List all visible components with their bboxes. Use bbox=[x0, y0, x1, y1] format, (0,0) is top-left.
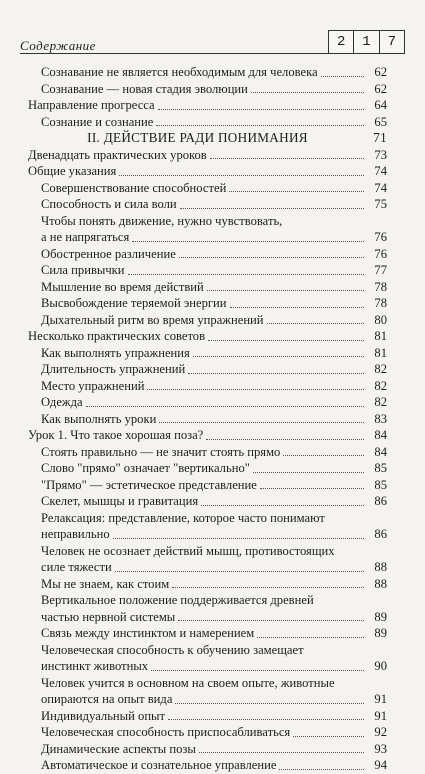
toc-entry-line bbox=[28, 295, 387, 312]
toc-entry-line bbox=[28, 97, 387, 114]
toc-entry bbox=[28, 378, 387, 395]
toc-entry-line bbox=[28, 229, 387, 246]
dot-leader bbox=[188, 373, 364, 374]
toc-entry bbox=[28, 675, 387, 708]
toc-entry-title: Дыхательный ритм во время упражнений bbox=[41, 312, 264, 327]
toc-entry-line bbox=[28, 411, 387, 428]
toc-entry-title: Мы не знаем, как стоим bbox=[41, 576, 170, 591]
toc-page-number: 76 bbox=[374, 246, 387, 261]
dot-leader bbox=[230, 307, 364, 308]
toc-entry-title: Связь между инстинктом и намерением bbox=[41, 626, 255, 640]
toc-entry-title: Сознание и сознание bbox=[41, 114, 154, 129]
toc-entry-line bbox=[28, 691, 387, 708]
toc-entry-title: Автоматическое и сознательное управление bbox=[41, 758, 277, 772]
toc-entry-line bbox=[28, 625, 387, 642]
toc-entry bbox=[28, 543, 387, 576]
toc-entry-line bbox=[28, 477, 387, 494]
toc-page-number: 81 bbox=[374, 329, 387, 343]
toc-page-number: 73 bbox=[374, 147, 387, 162]
toc-entry-line bbox=[28, 559, 387, 576]
toc-entry-line bbox=[28, 81, 387, 98]
dot-leader bbox=[168, 719, 364, 720]
toc-page-number: 62 bbox=[374, 81, 387, 96]
running-header-title: Содержание bbox=[20, 38, 96, 53]
toc-entry-line bbox=[28, 658, 387, 675]
toc-entry bbox=[28, 64, 387, 81]
page-number-box bbox=[329, 30, 405, 54]
dot-leader bbox=[128, 274, 364, 275]
toc-page-number: 82 bbox=[374, 362, 387, 376]
toc-entry-title-continued: частью нервной системы bbox=[41, 609, 176, 624]
toc-entry bbox=[28, 361, 387, 378]
toc-entry-title: Чтобы понять движение, нужно чувствовать, bbox=[41, 213, 283, 228]
page-digit: 1 bbox=[353, 30, 379, 54]
toc-page-number: 91 bbox=[374, 692, 387, 706]
dot-leader bbox=[210, 158, 364, 159]
toc-entry-line bbox=[28, 279, 387, 296]
toc-entry-title-continued: неправильно bbox=[41, 527, 110, 541]
toc-entry-line bbox=[28, 262, 387, 279]
toc-entry bbox=[28, 592, 387, 625]
dot-leader bbox=[115, 571, 364, 572]
toc-entry bbox=[28, 312, 387, 329]
toc-page-number: 86 bbox=[374, 494, 387, 508]
toc-entry-title-continued: силе тяжести bbox=[41, 560, 112, 574]
toc-entry-line bbox=[28, 510, 387, 527]
toc-entry-line bbox=[28, 592, 387, 609]
dot-leader bbox=[178, 620, 364, 621]
dot-leader bbox=[132, 241, 364, 242]
toc-entry-line bbox=[28, 246, 387, 263]
toc-entry-title: Высвобождение теряемой энергии bbox=[41, 296, 227, 310]
toc-entry bbox=[28, 625, 387, 642]
toc-page-number: 71 bbox=[373, 130, 387, 145]
dot-leader bbox=[206, 439, 364, 440]
toc-page-number: 74 bbox=[374, 180, 387, 195]
toc-entry bbox=[28, 345, 387, 362]
toc-entry-line bbox=[28, 312, 387, 329]
toc-entry-line bbox=[28, 444, 387, 461]
toc-entry bbox=[28, 147, 387, 164]
toc-entry-title: Человек не осознает действий мышц, противостоящих bbox=[41, 543, 335, 558]
dot-leader bbox=[172, 587, 364, 588]
dot-leader bbox=[158, 109, 364, 110]
toc-entry-line bbox=[28, 576, 387, 593]
dot-leader bbox=[147, 389, 364, 390]
dot-leader bbox=[179, 257, 364, 258]
toc-entry-line bbox=[28, 361, 387, 378]
dot-leader bbox=[251, 92, 364, 93]
toc-entry-title-continued: инстинкт животных bbox=[41, 659, 149, 673]
toc-entry bbox=[28, 180, 387, 197]
toc-entry-title: Двенадцать практических уроков bbox=[28, 147, 207, 162]
toc-entry-line bbox=[28, 741, 387, 758]
toc-entry-title: Мышление во время действий bbox=[41, 279, 204, 294]
toc-entry-title: Индивидуальный опыт bbox=[41, 708, 166, 723]
dot-leader bbox=[151, 670, 364, 671]
toc-page-number: 93 bbox=[374, 741, 387, 756]
toc-entry-line bbox=[28, 180, 387, 197]
toc-entry-title: Релаксация: представление, которое часто понимают bbox=[41, 510, 325, 525]
toc-entry-line bbox=[28, 526, 387, 543]
table-of-contents bbox=[28, 64, 387, 774]
toc-entry bbox=[28, 477, 387, 494]
toc-entry-title: Стоять правильно — не значит стоять прямо bbox=[41, 444, 281, 459]
toc-entry bbox=[28, 196, 387, 213]
header-rule bbox=[20, 53, 361, 54]
toc-page-number: 88 bbox=[374, 576, 387, 591]
dot-leader bbox=[86, 406, 364, 407]
dot-leader bbox=[201, 505, 364, 506]
toc-entry bbox=[28, 262, 387, 279]
toc-entry-line bbox=[28, 675, 387, 692]
toc-entry-title-continued: опираются на опыт вида bbox=[41, 692, 173, 706]
toc-entry-line bbox=[28, 394, 387, 411]
toc-entry-title: Как выполнять уроки bbox=[41, 411, 157, 426]
toc-entry-line bbox=[28, 708, 387, 725]
toc-entry bbox=[28, 724, 387, 741]
dot-leader bbox=[113, 538, 364, 539]
running-header bbox=[20, 30, 405, 56]
toc-entry-line bbox=[28, 427, 387, 444]
toc-entry bbox=[28, 394, 387, 411]
toc-page-number: 81 bbox=[374, 345, 387, 360]
toc-entry bbox=[28, 576, 387, 593]
toc-entry bbox=[28, 757, 387, 774]
toc-entry bbox=[28, 97, 387, 114]
dot-leader bbox=[279, 769, 364, 770]
dot-leader bbox=[156, 125, 364, 126]
toc-entry bbox=[28, 427, 387, 444]
toc-page-number: 89 bbox=[374, 609, 387, 624]
toc-entry-title: Одежда bbox=[41, 395, 83, 409]
toc-page-number: 92 bbox=[374, 725, 387, 739]
dot-leader bbox=[321, 76, 364, 77]
toc-entry bbox=[28, 114, 387, 131]
toc-entry-title: Как выполнять упражнения bbox=[41, 345, 190, 360]
toc-entry bbox=[28, 642, 387, 675]
dot-leader bbox=[260, 488, 364, 489]
toc-page-number: 83 bbox=[374, 411, 387, 426]
toc-entry-title: Несколько практических советов bbox=[28, 329, 206, 343]
toc-entry-title: Сила привычки bbox=[41, 263, 125, 277]
toc-entry bbox=[28, 279, 387, 296]
toc-entry-title-continued: а не напрягаться bbox=[41, 230, 130, 244]
toc-page-number: 85 bbox=[374, 461, 387, 475]
toc-entry bbox=[28, 493, 387, 510]
toc-page-number: 78 bbox=[374, 279, 387, 294]
dot-leader bbox=[229, 191, 364, 192]
toc-entry-line bbox=[28, 328, 387, 345]
toc-entry-title: Направление прогресса bbox=[28, 98, 155, 112]
dot-leader bbox=[175, 703, 364, 704]
dot-leader bbox=[119, 175, 364, 176]
toc-entry bbox=[28, 460, 387, 477]
toc-entry-line bbox=[28, 345, 387, 362]
toc-page-number: 94 bbox=[374, 758, 387, 772]
toc-page-number: 75 bbox=[374, 197, 387, 211]
toc-entry-title: Вертикальное положение поддерживается древней bbox=[41, 593, 314, 607]
toc-entry-line bbox=[28, 163, 387, 180]
toc-entry-title: Длительность упражнений bbox=[41, 362, 186, 376]
toc-page-number: 74 bbox=[374, 164, 387, 178]
toc-entry-title: Совершенствование способностей bbox=[41, 180, 227, 195]
toc-entry-line bbox=[28, 213, 387, 230]
toc-entry-line bbox=[28, 64, 387, 81]
toc-entry-title: Динамические аспекты позы bbox=[41, 741, 196, 756]
dot-leader bbox=[208, 340, 364, 341]
dot-leader bbox=[253, 472, 364, 473]
toc-entry-title: Человеческая способность приспосабливаться bbox=[41, 725, 291, 739]
toc-page-number: 91 bbox=[374, 708, 387, 723]
toc-entry-title: Человек учится в основном на своем опыте, животные bbox=[41, 675, 335, 690]
toc-entry bbox=[28, 510, 387, 543]
toc-page-number: 80 bbox=[374, 312, 387, 327]
page-digit: 7 bbox=[379, 30, 405, 54]
toc-page-number: 84 bbox=[374, 444, 387, 459]
toc-entry-line bbox=[28, 642, 387, 659]
toc-entry-title: "Прямо" — эстетическое представление bbox=[41, 477, 257, 492]
toc-entry-line bbox=[28, 378, 387, 395]
toc-entry-title: Человеческая способность к обучению замещает bbox=[41, 642, 304, 657]
toc-entry-line bbox=[28, 196, 387, 213]
toc-entry-line bbox=[28, 543, 387, 560]
dot-leader bbox=[257, 637, 364, 638]
dot-leader bbox=[293, 736, 364, 737]
toc-page-number: 82 bbox=[374, 378, 387, 393]
toc-page-number: 82 bbox=[374, 395, 387, 409]
toc-entry-line bbox=[28, 757, 387, 774]
toc-entry-line bbox=[28, 460, 387, 477]
toc-entry bbox=[28, 163, 387, 180]
toc-entry bbox=[28, 328, 387, 345]
dot-leader bbox=[180, 208, 364, 209]
toc-page-number: 88 bbox=[374, 560, 387, 574]
toc-page-number: 76 bbox=[374, 230, 387, 244]
toc-page-number: 89 bbox=[374, 626, 387, 640]
toc-page-number: 84 bbox=[374, 428, 387, 442]
toc-entry-line bbox=[28, 609, 387, 626]
toc-entry bbox=[28, 411, 387, 428]
dot-leader bbox=[207, 290, 364, 291]
toc-entry-title: Способность и сила воли bbox=[41, 197, 177, 211]
toc-entry-title: Сознавание не является необходимым для человека bbox=[41, 65, 318, 79]
toc-section-heading bbox=[28, 130, 387, 147]
toc-entry-title: Место упражнений bbox=[41, 378, 145, 393]
toc-page-number: 86 bbox=[374, 527, 387, 541]
toc-entry bbox=[28, 246, 387, 263]
dot-leader bbox=[159, 422, 364, 423]
toc-entry-title: Обостренное различение bbox=[41, 246, 176, 261]
toc-page-number: 85 bbox=[374, 477, 387, 492]
toc-entry bbox=[28, 130, 387, 147]
toc-entry-line bbox=[28, 114, 387, 131]
dot-leader bbox=[283, 455, 364, 456]
dot-leader bbox=[267, 323, 364, 324]
toc-entry bbox=[28, 295, 387, 312]
toc-page-number: 90 bbox=[374, 659, 387, 673]
toc-page-number: 62 bbox=[374, 65, 387, 79]
toc-page-number: 65 bbox=[374, 114, 387, 129]
toc-entry-title: Общие указания bbox=[28, 164, 117, 178]
toc-entry-line bbox=[28, 493, 387, 510]
toc-entry-title: Сознавание — новая стадия эволюции bbox=[41, 81, 248, 96]
toc-entry-title: Скелет, мышцы и гравитация bbox=[41, 494, 199, 508]
dot-leader bbox=[193, 356, 364, 357]
toc-entry bbox=[28, 81, 387, 98]
toc-entry-title: Слово "прямо" означает "вертикально" bbox=[41, 461, 250, 475]
toc-section-title: II. ДЕЙСТВИЕ РАДИ ПОНИМАНИЯ bbox=[87, 130, 308, 145]
toc-entry bbox=[28, 213, 387, 246]
toc-entry bbox=[28, 741, 387, 758]
toc-page-number: 77 bbox=[374, 263, 387, 277]
page-digit: 2 bbox=[328, 30, 354, 54]
toc-entry-line bbox=[28, 724, 387, 741]
toc-entry-title: Урок 1. Что такое хорошая поза? bbox=[28, 428, 204, 442]
toc-entry-line bbox=[28, 147, 387, 164]
toc-entry bbox=[28, 444, 387, 461]
dot-leader bbox=[199, 752, 364, 753]
toc-entry bbox=[28, 708, 387, 725]
toc-page-number: 78 bbox=[374, 296, 387, 310]
toc-page-number: 64 bbox=[374, 98, 387, 112]
